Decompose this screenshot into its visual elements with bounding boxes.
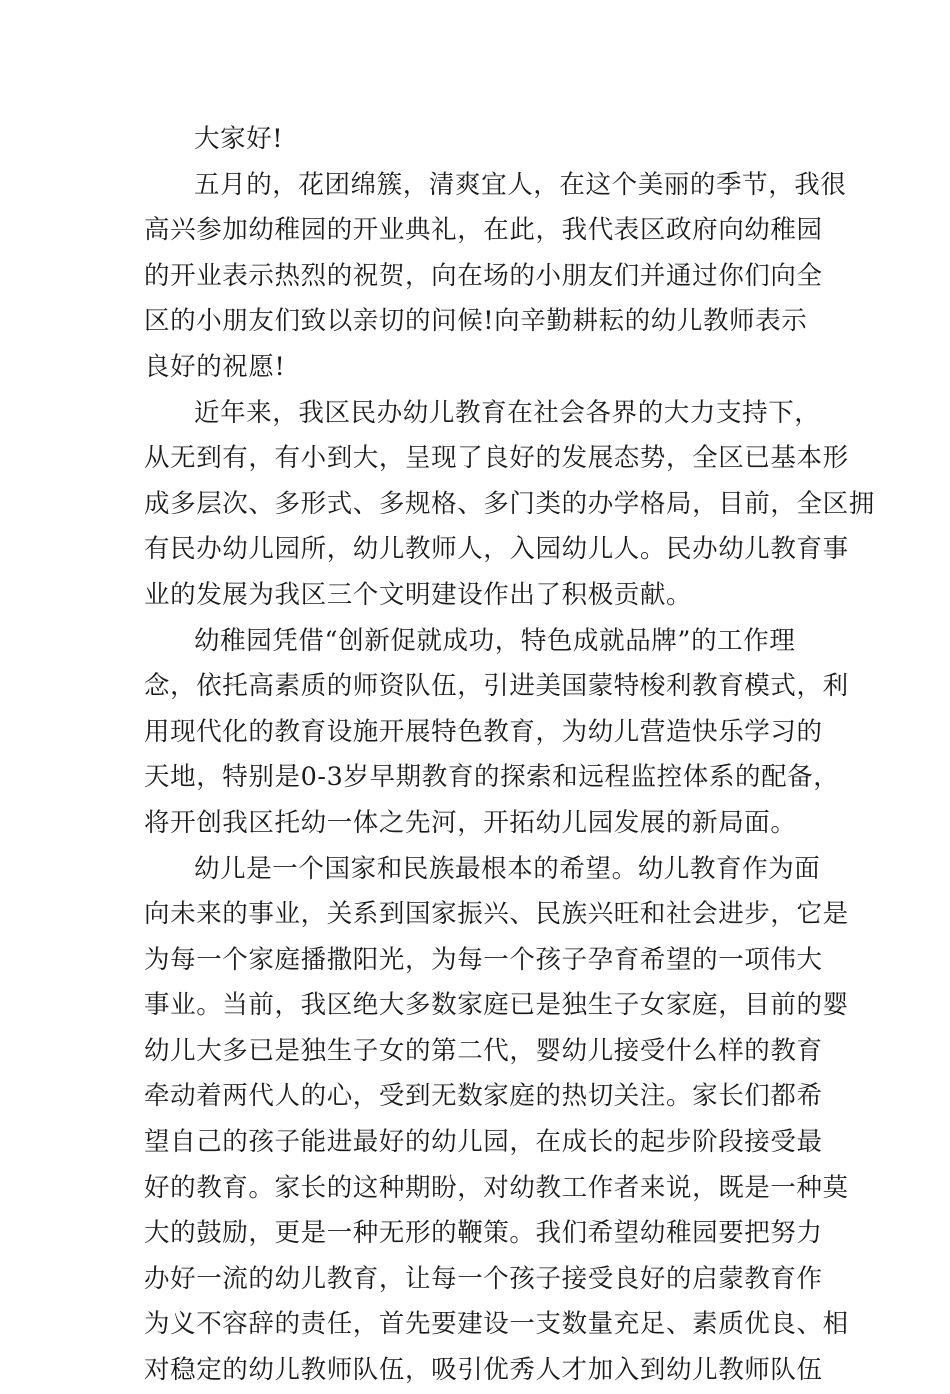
- text-line: 好的教育。家长的这种期盼，对幼教工作者来说，既是一种莫: [144, 1172, 849, 1203]
- text-line: 念，依托高素质的师资队伍，引进美国蒙特梭利教育模式，利: [144, 671, 849, 702]
- text-line: 牵动着两代人的心，受到无数家庭的热切关注。家长们都希: [144, 1081, 823, 1112]
- text-line: 事业。当前，我区绝大多数家庭已是独生子女家庭，目前的婴: [144, 990, 849, 1021]
- text-line: 成多层次、多形式、多规格、多门类的办学格局，目前，全区拥: [144, 488, 875, 519]
- paragraph-kindergarten-philosophy: [144, 619, 849, 847]
- text-line: 有民办幼儿园所，幼儿教师人，入园幼儿人。民办幼儿教育事: [144, 534, 849, 565]
- paragraph-congratulations: [144, 163, 847, 391]
- text-line: 为每一个家庭播撒阳光，为每一个孩子孕育希望的一项伟大: [144, 944, 823, 975]
- paragraph-children-hope: [144, 847, 849, 1394]
- paragraph-greeting: [144, 117, 824, 163]
- text-line: 五月的，花团绵簇，清爽宜人，在这个美丽的季节，我很: [194, 169, 847, 200]
- text-line: 的开业表示热烈的祝贺，向在场的小朋友们并通过你们向全: [144, 260, 823, 291]
- text-line: 良好的祝愿!: [144, 351, 286, 382]
- document-body: [144, 117, 875, 1394]
- text-line: 大家好!: [194, 124, 284, 154]
- text-line: 区的小朋友们致以亲切的问候!向辛勤耕耘的幼儿教师表示: [144, 306, 808, 337]
- text-line: 用现代化的教育设施开展特色教育，为幼儿营造快乐学习的: [144, 716, 823, 747]
- text-line: 大的鼓励，更是一种无形的鞭策。我们希望幼稚园要把努力: [144, 1218, 823, 1249]
- text-line: 幼儿大多已是独生子女的第二代，婴幼儿接受什么样的教育: [144, 1035, 823, 1066]
- text-line: 幼儿是一个国家和民族最根本的希望。幼儿教育作为面: [194, 853, 821, 884]
- text-line: 业的发展为我区三个文明建设作出了积极贡献。: [144, 579, 693, 610]
- text-line: 为义不容辞的责任，首先要建设一支数量充足、素质优良、相: [144, 1309, 849, 1340]
- text-line: 向未来的事业，关系到国家振兴、民族兴旺和社会进步，它是: [144, 899, 849, 930]
- text-line: 将开创我区托幼一体之先河，开拓幼儿园发展的新局面。: [144, 807, 797, 838]
- text-line: 办好一流的幼儿教育，让每一个孩子接受良好的启蒙教育作: [144, 1263, 823, 1294]
- text-line: 天地，特别是0-3岁早期教育的探索和远程监控体系的配备，: [144, 762, 840, 793]
- text-line: 从无到有，有小到大，呈现了良好的发展态势，全区已基本形: [144, 443, 849, 474]
- text-line: 幼稚园凭借“创新促就成功，特色成就品牌”的工作理: [194, 625, 796, 656]
- paragraph-development: [144, 391, 875, 619]
- text-line: 高兴参加幼稚园的开业典礼，在此，我代表区政府向幼稚园: [144, 215, 823, 246]
- text-line: 对稳定的幼儿教师队伍，吸引优秀人才加入到幼儿教师队伍: [144, 1355, 823, 1386]
- text-line: 近年来，我区民办幼儿教育在社会各界的大力支持下，: [194, 397, 821, 428]
- text-line: 望自己的孩子能进最好的幼儿园，在成长的起步阶段接受最: [144, 1127, 823, 1158]
